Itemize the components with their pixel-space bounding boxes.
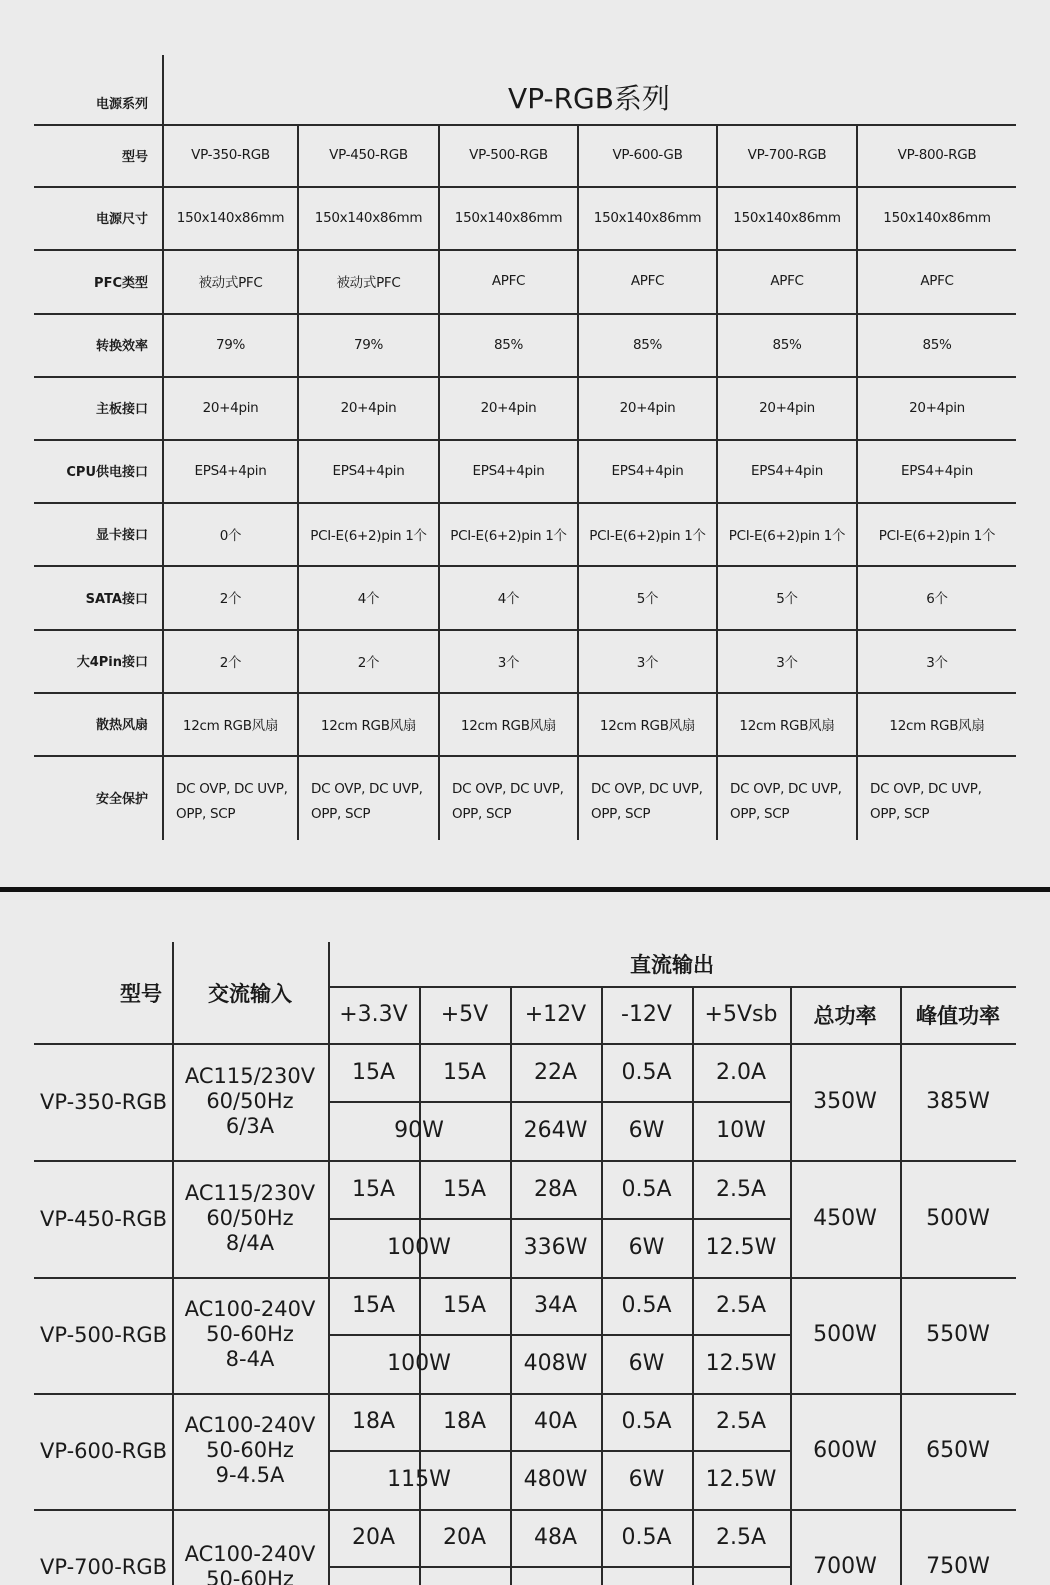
spec-cell: PCI-E(6+2)pin 1个 (589, 527, 706, 544)
row-peak-power: 385W (926, 1089, 990, 1114)
rail-current: 28A (533, 1176, 578, 1202)
row-ac-input: AC115/230V 60/50Hz 6/3A (184, 1064, 316, 1138)
spec-cell: 12cm RGB风扇 (182, 717, 279, 734)
spec-cell: 5个 (776, 591, 798, 607)
spec-cell: 20+4pin (619, 399, 676, 416)
spec-cell: 0个 (219, 527, 242, 544)
spec-row-label: 显卡接口 (95, 528, 148, 543)
spec-row-label: PFC类型 (94, 275, 148, 291)
series-label: 电源系列 (95, 97, 148, 112)
spec-cell: 85% (493, 336, 524, 353)
row-model: VP-600-RGB (40, 1438, 168, 1463)
spec-cell: 150x140x86mm (733, 209, 841, 226)
output-table (0, 892, 1050, 1585)
row-total-power: 700W (813, 1554, 877, 1579)
spec-cell: VP-800-RGB (897, 147, 977, 163)
spec-cell: 150x140x86mm (454, 209, 563, 226)
spec-cell: 150x140x86mm (883, 209, 991, 226)
row-ac-input: AC100-240V 50-60Hz 8-4A (184, 1297, 316, 1371)
rail-watts: 6W (628, 1235, 665, 1260)
rail-current: 20A (442, 1524, 487, 1550)
row-total-power: 500W (813, 1322, 877, 1347)
spec-cell: 20+4pin (909, 399, 965, 416)
row-model: VP-700-RGB (40, 1554, 168, 1579)
spec-cell: 12cm RGB风扇 (889, 717, 985, 734)
spec-cell: DC OVP, DC UVP, OPP, SCP (176, 781, 288, 822)
spec-cell: APFC (630, 273, 665, 289)
rail-watts: 408W (523, 1351, 588, 1376)
spec-cell: VP-450-RGB (329, 147, 408, 163)
rail-current: 20A (351, 1524, 396, 1550)
header-rail: +5Vsb (704, 1002, 778, 1027)
series-title: VP-RGB系列 (508, 81, 670, 115)
row-peak-power: 550W (926, 1322, 990, 1347)
header-ac-input: 交流输入 (208, 981, 292, 1006)
rail-watts: 264W (523, 1118, 588, 1143)
rail-watts: 12.5W (705, 1235, 777, 1260)
spec-cell: 5个 (636, 591, 659, 607)
header-rail: +5V (440, 1002, 489, 1027)
rail-current: 2.5A (715, 1176, 767, 1202)
spec-cell: DC OVP, DC UVP, OPP, SCP (452, 781, 564, 822)
rail-current: 15A (442, 1176, 487, 1202)
spec-cell: 20+4pin (759, 399, 815, 416)
rail-current: 0.5A (621, 1408, 672, 1434)
spec-row-label: 主板接口 (95, 402, 148, 417)
spec-cell: PCI-E(6+2)pin 1个 (728, 527, 846, 544)
spec-cell: 被动式PFC (198, 275, 263, 291)
rail-current: 0.5A (621, 1524, 672, 1550)
spec-row-label: CPU供电接口 (66, 465, 148, 480)
spec-cell: DC OVP, DC UVP, OPP, SCP (311, 781, 423, 822)
rail-watts: 6W (628, 1467, 665, 1492)
spec-cell: PCI-E(6+2)pin 1个 (450, 527, 567, 544)
rail-current: 15A (351, 1059, 396, 1085)
spec-cell: 20+4pin (480, 399, 537, 416)
spec-cell: 79% (215, 336, 246, 353)
spec-cell: 85% (632, 336, 663, 353)
spec-cell: 79% (353, 336, 384, 353)
spec-cell: 6个 (926, 591, 948, 607)
spec-row-label: 型号 (121, 149, 148, 165)
rail-watts: 6W (628, 1351, 665, 1376)
spec-cell: 85% (772, 336, 802, 353)
spec-cell: 3个 (926, 654, 948, 671)
spec-cell: 2个 (357, 654, 380, 671)
header-rail: -12V (621, 1002, 672, 1027)
rail-current: 2.5A (715, 1408, 767, 1434)
spec-cell: 12cm RGB风扇 (320, 717, 417, 734)
spec-cell: 2个 (219, 654, 242, 671)
row-model: VP-450-RGB (40, 1206, 168, 1231)
header-model: 型号 (120, 981, 162, 1006)
spec-cell: 3个 (636, 654, 659, 671)
rail-current: 34A (533, 1292, 578, 1318)
spec-cell: 3个 (497, 654, 520, 671)
spec-cell: DC OVP, DC UVP, OPP, SCP (591, 781, 703, 822)
spec-cell: APFC (491, 273, 526, 289)
spec-cell: 2个 (219, 591, 242, 607)
spec-cell: 4个 (497, 591, 520, 607)
rail-watts (601, 1566, 692, 1585)
row-model: VP-350-RGB (40, 1089, 168, 1114)
rail-current: 0.5A (621, 1176, 672, 1202)
rail-current: 0.5A (621, 1292, 672, 1318)
rail-current: 18A (351, 1408, 396, 1434)
spec-cell: EPS4+4pin (332, 462, 405, 479)
spec-row-label: SATA接口 (85, 591, 148, 607)
rail-current: 2.5A (715, 1292, 767, 1318)
spec-row-label: 电源尺寸 (95, 212, 148, 227)
row-peak-power: 750W (926, 1554, 990, 1579)
row-peak-power: 650W (926, 1438, 990, 1463)
spec-cell: VP-350-RGB (191, 147, 270, 163)
row-peak-power: 500W (926, 1206, 990, 1231)
spec-cell: 被动式PFC (336, 275, 401, 291)
combined-3v3-5v-watts: 100W (387, 1235, 451, 1260)
rail-current: 2.5A (715, 1524, 767, 1550)
row-model: VP-500-RGB (40, 1322, 168, 1347)
spec-cell: EPS4+4pin (901, 462, 973, 479)
spec-cell: VP-700-RGB (747, 147, 827, 163)
spec-cell: 12cm RGB风扇 (739, 717, 835, 734)
rail-current: 0.5A (621, 1059, 672, 1085)
spec-cell: 12cm RGB风扇 (460, 717, 557, 734)
rail-current: 18A (442, 1408, 487, 1434)
rail-current: 15A (442, 1292, 487, 1318)
spec-cell: APFC (920, 273, 954, 289)
rail-watts: 12.5W (705, 1351, 777, 1376)
header-dc-output: 直流输出 (630, 953, 714, 977)
rail-watts (510, 1566, 601, 1585)
rail-watts: 336W (523, 1235, 588, 1260)
header-total-power: 总功率 (813, 1003, 877, 1028)
rail-watts: 480W (523, 1467, 588, 1492)
spec-cell: 150x140x86mm (593, 209, 702, 226)
spec-cell: 20+4pin (202, 399, 259, 416)
spec-cell: 150x140x86mm (314, 209, 423, 226)
spec-cell: VP-500-RGB (469, 147, 548, 163)
spec-cell: 85% (922, 336, 952, 353)
combined-3v3-5v-watts: 115W (387, 1467, 451, 1492)
rail-current: 40A (533, 1408, 578, 1434)
rail-current: 22A (533, 1059, 578, 1085)
spec-cell: VP-600-GB (612, 147, 683, 163)
spec-cell: PCI-E(6+2)pin 1个 (310, 527, 427, 544)
spec-cell: EPS4+4pin (751, 462, 823, 479)
spec-row-label: 转换效率 (95, 339, 148, 354)
rail-current: 48A (533, 1524, 578, 1550)
combined-3v3-5v-watts: 90W (394, 1118, 444, 1143)
row-ac-input: AC115/230V 60/50Hz 8/4A (184, 1181, 316, 1255)
row-ac-input: AC100-240V 50-60Hz (184, 1541, 316, 1585)
combined-3v3-5v-watts (328, 1566, 510, 1585)
spec-cell: 12cm RGB风扇 (599, 717, 696, 734)
rail-watts: 10W (716, 1118, 766, 1143)
rail-watts (692, 1566, 790, 1585)
rail-current: 15A (351, 1292, 396, 1318)
spec-cell: 4个 (357, 591, 380, 607)
spec-cell: EPS4+4pin (611, 462, 684, 479)
spec-cell: DC OVP, DC UVP, OPP, SCP (870, 781, 982, 822)
spec-cell: EPS4+4pin (194, 462, 267, 479)
spec-row-label: 散热风扇 (95, 718, 148, 733)
rail-current: 2.0A (715, 1059, 767, 1085)
row-total-power: 350W (813, 1089, 877, 1114)
rail-watts: 12.5W (705, 1467, 777, 1492)
header-rail: +12V (524, 1002, 587, 1027)
combined-3v3-5v-watts: 100W (387, 1351, 451, 1376)
row-total-power: 450W (813, 1206, 877, 1231)
spec-cell: EPS4+4pin (472, 462, 545, 479)
spec-row-label: 安全保护 (95, 792, 148, 807)
row-total-power: 600W (813, 1438, 877, 1463)
spec-cell: 20+4pin (340, 399, 397, 416)
spec-cell: 3个 (776, 654, 798, 671)
spec-cell: PCI-E(6+2)pin 1个 (878, 527, 996, 544)
spec-cell: 150x140x86mm (176, 209, 285, 226)
spec-row-label: 大4Pin接口 (76, 655, 148, 670)
row-ac-input: AC100-240V 50-60Hz 9-4.5A (184, 1413, 316, 1487)
header-peak-power: 峰值功率 (916, 1003, 1000, 1028)
header-rail: +3.3V (339, 1002, 408, 1027)
rail-current: 15A (442, 1059, 487, 1085)
rail-current: 15A (351, 1176, 396, 1202)
spec-cell: DC OVP, DC UVP, OPP, SCP (730, 781, 842, 822)
spec-cell: APFC (770, 273, 804, 289)
rail-watts: 6W (628, 1118, 665, 1143)
